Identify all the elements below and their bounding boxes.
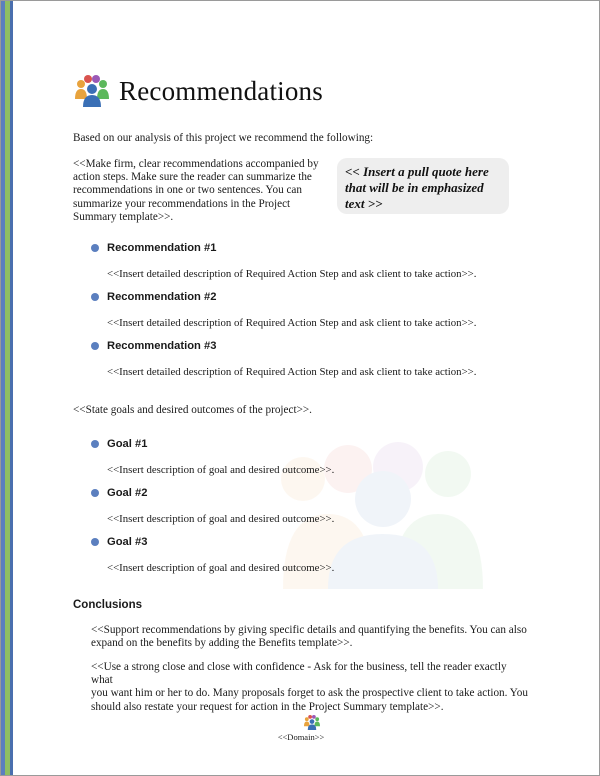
lead-line: Summary template>>.: [73, 210, 174, 223]
footer-domain: <<Domain>>: [277, 732, 325, 742]
recommendation-title: Recommendation #2: [107, 291, 217, 303]
recommendation-description: <<Insert detailed description of Required Action Step and ask client to take action>>.: [107, 268, 477, 280]
people-group-icon: [73, 73, 111, 109]
recommendation-title: Recommendation #1: [107, 242, 217, 254]
goal-description: <<Insert description of goal and desired outcome>>.: [107, 513, 335, 525]
goals-intro-text: <<State goals and desired outcomes of the project>>.: [73, 404, 312, 416]
recommendation-description: <<Insert detailed description of Required Action Step and ask client to take action>>.: [107, 317, 477, 329]
conclusion-line: should also restate your request for action in the Project Summary template>>.: [91, 700, 444, 713]
lead-line: recommendations in one or two sentences. You can: [73, 184, 302, 197]
bullet-icon: [91, 293, 99, 301]
pull-quote-line: text >>: [345, 196, 383, 211]
goal-title: Goal #1: [107, 438, 148, 450]
conclusions-paragraph-1: [91, 624, 531, 650]
pull-quote-line: that will be in emphasized: [345, 180, 484, 195]
bullet-icon: [91, 489, 99, 497]
conclusions-heading: Conclusions: [73, 599, 143, 611]
conclusion-line: you want him or her to do. Many proposals forget to ask the prospective client to take action. You: [91, 687, 528, 700]
lead-line: action steps. Make sure the reader can summarize the: [73, 171, 312, 184]
intro-text: Based on our analysis of this project we recommend the following:: [73, 132, 374, 144]
goal-description: <<Insert description of goal and desired outcome>>.: [107, 464, 335, 476]
title-row: [73, 71, 323, 111]
goal-title: Goal #2: [107, 487, 148, 499]
lead-paragraph: [73, 158, 323, 224]
bullet-icon: [91, 342, 99, 350]
lead-line: <<Make firm, clear recommendations accompanied by: [73, 158, 319, 170]
conclusion-line: expand on the benefits by adding the Benefits template>>.: [91, 637, 353, 650]
footer-logo-icon: [303, 714, 321, 731]
page-title: Recommendations: [119, 75, 323, 106]
conclusion-line: <<Use a strong close and close with confidence - Ask for the business, tell the reader exactly what: [91, 661, 507, 687]
recommendation-title: Recommendation #3: [107, 340, 217, 352]
goal-description: <<Insert description of goal and desired outcome>>.: [107, 562, 335, 574]
lead-line: summarize your recommendations in the Project: [73, 197, 291, 210]
conclusions-paragraph-2: [91, 661, 531, 714]
recommendation-description: <<Insert detailed description of Required Action Step and ask client to take action>>.: [107, 366, 477, 378]
left-border-stripe-dark: [10, 1, 13, 775]
conclusion-line: <<Support recommendations by giving specific details and quantifying the benefits. You can also: [91, 624, 527, 636]
pull-quote-line: << Insert a pull quote here: [345, 164, 489, 179]
bullet-icon: [91, 538, 99, 546]
bullet-icon: [91, 440, 99, 448]
bullet-icon: [91, 244, 99, 252]
goal-title: Goal #3: [107, 536, 148, 548]
pull-quote: [337, 158, 509, 214]
